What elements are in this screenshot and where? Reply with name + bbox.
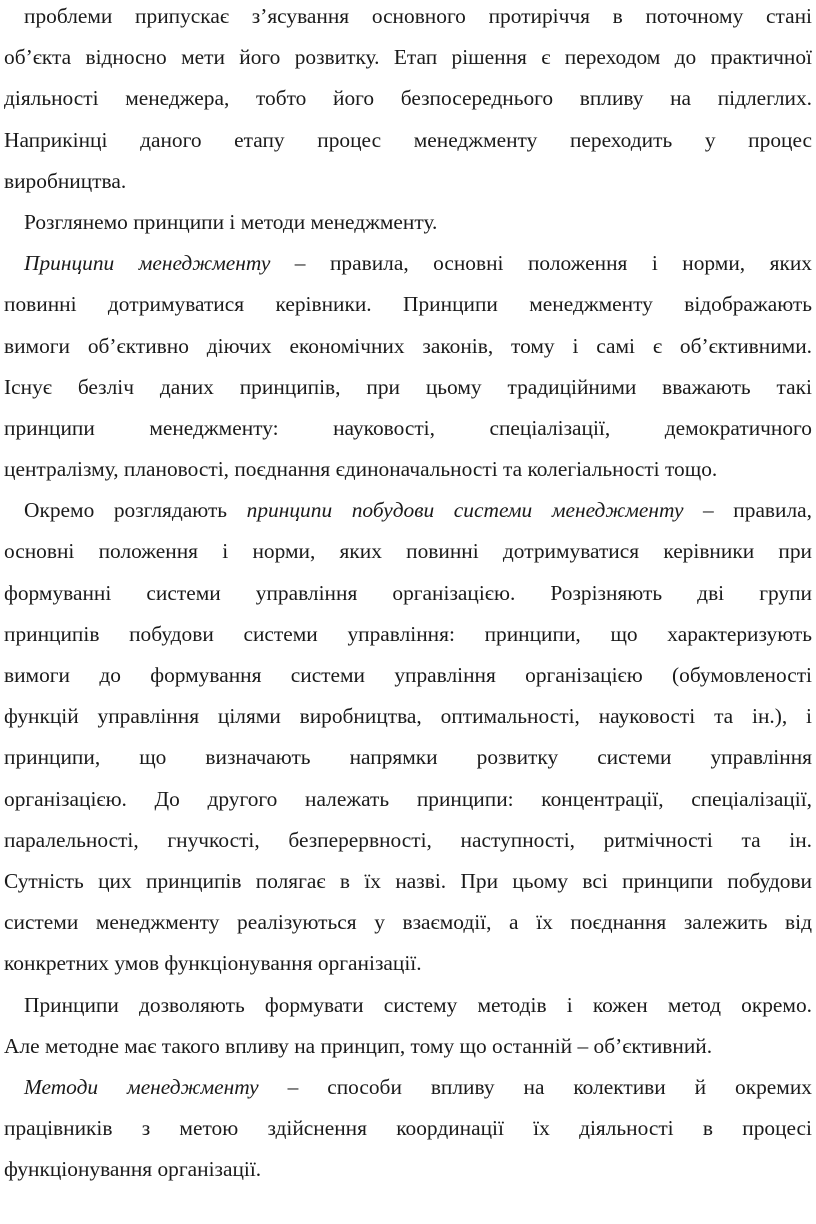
text-segment: функцій управління цілями виробництва, оптимальності, науковості та ін.), і [4, 704, 812, 729]
text-line [4, 367, 812, 408]
text-line [4, 37, 812, 78]
text-segment: системи менеджменту реалізуються у взаємодії, а їх поєднання залежить від [4, 910, 812, 935]
text-line [4, 490, 812, 531]
text-segment: об’єкта відносно мети його розвитку. Етап рішення є переходом до практичної [4, 45, 812, 70]
text-segment: виробництва. [4, 168, 127, 193]
paragraph [4, 985, 812, 1067]
italic-term: Принципи менеджменту [24, 251, 271, 276]
text-line [4, 1026, 812, 1067]
text-line [4, 820, 812, 861]
text-line [4, 655, 812, 696]
text-segment: формуванні системи управління організацією. Розрізняють дві групи [4, 580, 812, 605]
text-segment: працівників з метою здійснення координації їх діяльності в процесі [4, 1116, 812, 1141]
text-line [4, 985, 812, 1026]
text-line [4, 902, 812, 943]
text-segment: повинні дотримуватися керівники. Принципи менеджменту відображають [4, 292, 812, 317]
paragraph [4, 202, 812, 243]
text-segment: – правила, основні положення і норми, яких [270, 251, 812, 276]
text-line [4, 531, 812, 572]
text-line [4, 408, 812, 449]
paragraph [4, 0, 812, 202]
text-line [4, 943, 812, 984]
text-segment: паралельності, гнучкості, безперервності, наступності, ритмічності та ін. [4, 827, 812, 852]
text-segment: Сутність цих принципів полягає в їх назві. При цьому всі принципи побудови [4, 868, 812, 893]
italic-term: принципи побудови системи менеджменту [246, 498, 684, 523]
text-segment: Але методне має такого впливу на принцип, тому що останній – об’єктивний. [4, 1033, 713, 1058]
text-segment: функціонування організації. [4, 1157, 262, 1182]
text-line [4, 861, 812, 902]
text-line [4, 326, 812, 367]
text-line [4, 1067, 812, 1108]
paragraph [4, 243, 812, 490]
text-line [4, 120, 812, 161]
text-segment: діяльності менеджера, тобто його безпосереднього впливу на підлеглих. [4, 86, 812, 111]
paragraph [4, 1067, 812, 1191]
text-line [4, 284, 812, 325]
text-segment: основні положення і норми, яких повинні дотримуватися керівники при [4, 539, 812, 564]
text-line [4, 78, 812, 119]
text-segment: конкретних умов функціонування організації. [4, 951, 422, 976]
text-line [4, 696, 812, 737]
text-segment: Принципи дозволяють формувати систему методів і кожен метод окремо. [24, 992, 812, 1017]
text-line [4, 1149, 812, 1190]
text-segment: вимоги об’єктивно діючих економічних законів, тому і самі є об’єктивними. [4, 333, 812, 358]
text-segment: Розглянемо принципи і методи менеджменту. [24, 209, 438, 234]
text-segment: проблеми припускає з’ясування основного протиріччя в поточному стані [24, 4, 812, 28]
text-line [4, 614, 812, 655]
text-line [4, 1108, 812, 1149]
text-segment: – правила, [683, 498, 812, 523]
text-segment: Окремо розглядають [24, 498, 247, 523]
paragraph [4, 490, 812, 984]
text-line [4, 573, 812, 614]
text-segment: принципів побудови системи управління: принципи, що характеризують [4, 621, 812, 646]
text-segment: централізму, плановості, поєднання єдиноначальності та колегіальності тощо. [4, 457, 718, 482]
text-segment: вимоги до формування системи управління організацією (обумовленості [4, 663, 812, 687]
text-segment: принципи менеджменту: науковості, спеціалізації, демократичного [4, 415, 812, 440]
italic-term: Методи менеджменту [24, 1074, 259, 1099]
text-line [4, 202, 812, 243]
text-line [4, 737, 812, 778]
text-line [4, 779, 812, 820]
text-line [4, 0, 812, 37]
text-segment: Наприкінці даного етапу процес менеджменту переходить у процес [4, 127, 812, 152]
text-line [4, 243, 812, 284]
text-segment: організацією. До другого належать принципи: концентрації, спеціалізації, [4, 786, 812, 811]
text-segment: принципи, що визначають напрямки розвитку системи управління [4, 745, 812, 770]
text-segment: Існує безліч даних принципів, при цьому традиційними вважають такі [4, 374, 812, 399]
text-line [4, 449, 812, 490]
text-line [4, 161, 812, 202]
text-segment: – способи впливу на колективи й окремих [258, 1074, 812, 1099]
